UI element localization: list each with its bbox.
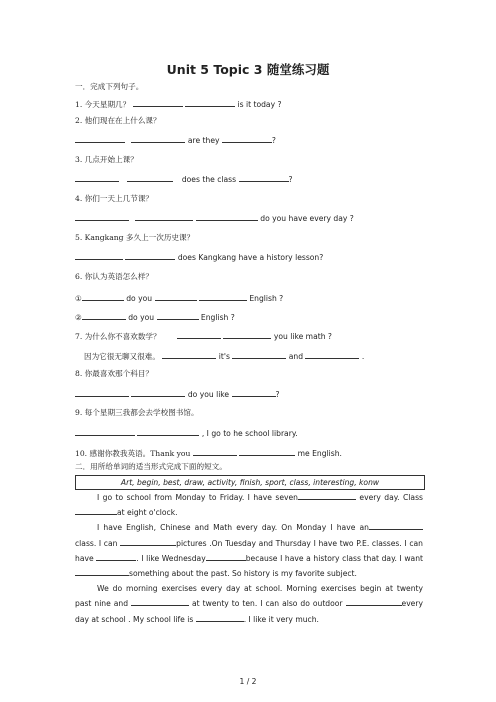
answer-blank[interactable] [82, 292, 124, 301]
question-4-answer [75, 212, 354, 224]
passage-text: because I have a history class that day. I want [245, 553, 423, 563]
q7-ans-mid: it's [218, 352, 230, 361]
passage-text: at twenty to ten. I can also do outdoor [192, 599, 343, 609]
cloze-passage [75, 490, 423, 627]
question-7 [75, 330, 332, 342]
question-1 [75, 98, 282, 110]
passage-text: I go to school from Monday to Friday. I have seven [97, 493, 298, 502]
passage-text: We do morning exercises every day at school. Morning exercises begin at twenty past nine and [75, 584, 423, 609]
passage-text: every day at school . My school life is [75, 599, 423, 624]
answer-blank[interactable] [75, 212, 129, 221]
section-2-heading: 二．用所给单词的适当形式完成下面的短文。 [75, 462, 227, 471]
passage-paragraph-1 [75, 490, 423, 520]
answer-blank[interactable] [96, 552, 136, 561]
question-10 [75, 447, 342, 459]
answer-blank[interactable] [232, 350, 286, 359]
answer-blank[interactable] [185, 98, 235, 107]
answer-blank[interactable] [75, 506, 117, 515]
answer-blank[interactable] [75, 134, 125, 143]
passage-text: I have English, Chinese and Math every day. On Monday I have an [97, 523, 369, 533]
q8-mid: do you like [187, 390, 230, 399]
answer-blank[interactable] [155, 292, 197, 301]
question-2-answer [75, 134, 276, 146]
passage-text: at eight o'clock. [117, 508, 178, 518]
answer-blank[interactable] [239, 173, 289, 182]
q7-ans-and: and [288, 352, 304, 361]
passage-text: class. I can [75, 538, 118, 548]
section-1-heading: 一．完成下列句子。 [75, 82, 144, 91]
page-title: Unit 5 Topic 3 随堂练习题 [166, 62, 330, 77]
passage-text: . I like Wednesday [136, 553, 206, 563]
question-6-option-b [75, 311, 235, 323]
q9-tail: , I go to he school library. [201, 429, 298, 438]
answer-blank[interactable] [223, 330, 271, 339]
answer-blank[interactable] [131, 597, 189, 606]
answer-blank[interactable] [193, 447, 237, 456]
q8-tail: ? [275, 390, 280, 399]
answer-blank[interactable] [162, 350, 216, 359]
question-8-answer [75, 388, 280, 400]
q7-tail: you like math ? [273, 332, 332, 341]
answer-blank[interactable] [127, 173, 173, 182]
answer-blank[interactable] [369, 521, 423, 530]
answer-blank[interactable] [298, 491, 356, 500]
q6-b-num: ② [75, 313, 82, 322]
answer-blank[interactable] [346, 597, 402, 606]
q9-prompt: 9. 每个星期三我都会去学校图书馆。 [75, 408, 199, 417]
answer-blank[interactable] [75, 567, 129, 576]
q3-tail: ? [288, 175, 293, 184]
answer-blank[interactable] [120, 537, 176, 546]
question-9-answer [75, 427, 298, 439]
word-bank-box: Art, begin, best, draw, activity, finish, sport, class, interesting, konw [75, 475, 425, 490]
q7-ans-end: . [361, 352, 365, 361]
answer-blank[interactable] [196, 613, 244, 622]
question-3-answer [75, 173, 293, 185]
q6-a-mid: do you [126, 294, 153, 303]
q7-prompt: 7. 为什么你不喜欢数学？ [75, 332, 161, 341]
q4-tail: do you have every day ? [260, 214, 354, 223]
q6-b-mid: do you [128, 313, 155, 322]
q6-a-tail: English ? [249, 294, 284, 303]
q2-prompt: 2. 他们现在在上什么课？ [75, 116, 161, 125]
question-7-answer [84, 350, 364, 362]
passage-text: . I like it very much. [243, 614, 319, 624]
answer-blank[interactable] [232, 388, 276, 397]
q5-prompt: 5. Kangkang 多久上一次历史课？ [75, 233, 195, 242]
answer-blank[interactable] [177, 330, 221, 339]
answer-blank[interactable] [125, 251, 175, 260]
answer-blank[interactable] [133, 98, 183, 107]
q2-tail: ? [271, 136, 276, 145]
q6-prompt: 6. 你认为英语怎么样？ [75, 272, 154, 281]
answer-blank[interactable] [75, 173, 119, 182]
q6-a-num: ① [75, 294, 82, 303]
q1-prompt: 1. 今天星期几？ [75, 100, 131, 109]
passage-paragraph-2 [75, 520, 423, 581]
passage-paragraph-3 [75, 581, 423, 627]
q2-mid: are they [187, 136, 220, 145]
answer-blank[interactable] [206, 552, 246, 561]
answer-blank[interactable] [131, 134, 185, 143]
answer-blank[interactable] [196, 212, 258, 221]
answer-blank[interactable] [199, 292, 247, 301]
answer-blank[interactable] [82, 311, 126, 320]
q7-ans-prefix: 因为它很无聊又很难。 [84, 352, 160, 361]
answer-blank[interactable] [157, 311, 199, 320]
q4-prompt: 4. 你们一天上几节课？ [75, 194, 154, 203]
passage-text: something about the past. So history is my favorite subject. [129, 569, 357, 579]
passage-text: pictures .On Tuesday and Thursday I have two P.E. classes. I can have [75, 538, 423, 563]
answer-blank[interactable] [137, 427, 199, 436]
q10-tail: me English. [297, 449, 342, 458]
answer-blank[interactable] [239, 447, 295, 456]
q1-tail: is it today ? [237, 100, 282, 109]
page-number: 1 / 2 [239, 677, 257, 686]
q5-tail: does Kangkang have a history lesson? [177, 253, 324, 262]
q3-mid: does the class [181, 175, 237, 184]
answer-blank[interactable] [75, 251, 123, 260]
answer-blank[interactable] [75, 388, 129, 397]
answer-blank[interactable] [222, 134, 272, 143]
answer-blank[interactable] [135, 212, 193, 221]
answer-blank[interactable] [305, 350, 359, 359]
passage-text: every day. Class [359, 493, 423, 502]
question-5-answer [75, 251, 323, 263]
question-6-option-a [75, 292, 283, 304]
answer-blank[interactable] [75, 427, 135, 436]
q6-b-tail: English ? [200, 313, 235, 322]
q3-prompt: 3. 几点开始上课？ [75, 155, 138, 164]
answer-blank[interactable] [131, 388, 185, 397]
q8-prompt: 8. 你最喜欢那个科目？ [75, 369, 154, 378]
q10-prompt: 10. 感谢你教我英语。Thank you [75, 449, 191, 458]
